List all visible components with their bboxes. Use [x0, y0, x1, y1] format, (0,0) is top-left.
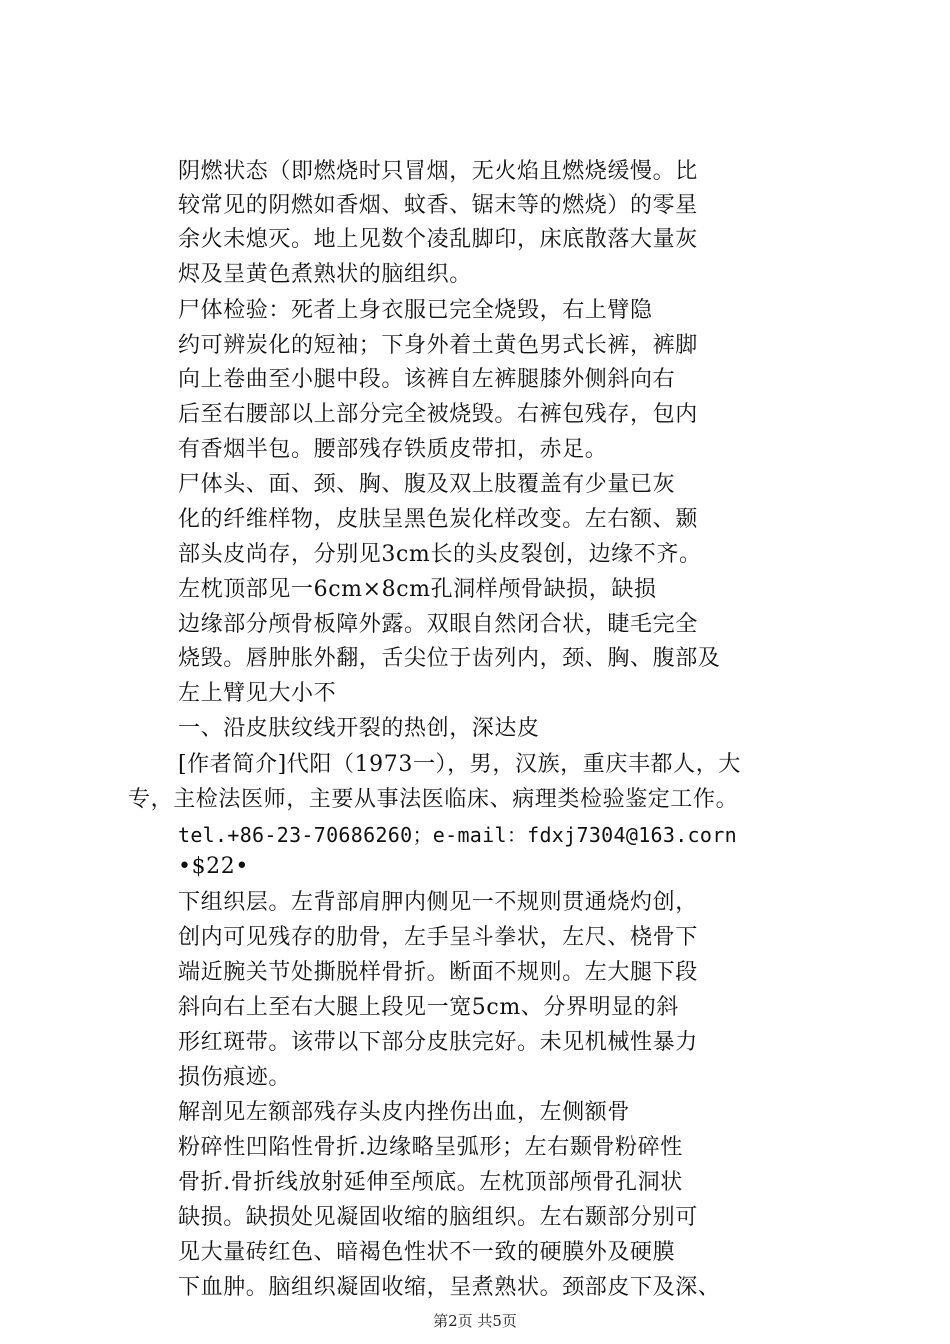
text-line: 部头皮尚存，分别见3cm长的头皮裂创，边缘不齐。: [178, 542, 702, 567]
text-line: 形红斑带。该带以下部分皮肤完好。未见机械性暴力: [178, 1030, 698, 1055]
text-line: 余火未熄灭。地上见数个凌乱脚印，床底散落大量灰: [178, 227, 698, 252]
author-contact-line: tel.+86-23-70686260；e-mail：fdxj7304@163.corn: [178, 823, 737, 847]
page-footer: 第2页 共5页: [433, 1312, 517, 1330]
text-line: 阴燃状态（即燃烧时只冒烟，无火焰且燃烧缓慢。比: [178, 159, 698, 184]
text-line: 端近腕关节处撕脱样骨折。断面不规则。左大腿下段: [178, 960, 698, 985]
text-line: 烧毁。唇肿胀外翻，舌尖位于齿列内，颈、胸、腹部及: [178, 646, 721, 671]
text-line: 解剖见左额部残存头皮内挫伤出血，左侧额骨: [178, 1100, 631, 1125]
text-line: 下血肿。脑组织凝固收缩，呈煮熟状。颈部皮下及深、: [178, 1275, 721, 1300]
text-line: 尸体检验：死者上身衣服已完全烧毁，右上臂隐: [178, 298, 653, 323]
text-line: 见大量砖红色、暗褐色性状不一致的硬膜外及硬膜: [178, 1240, 676, 1265]
text-line: 化的纤维样物，皮肤呈黑色炭化样改变。左右额、颞: [178, 507, 698, 532]
author-note-line: 专，主检法医师，主要从事法医临床、病理类检验鉴定工作。: [128, 787, 739, 812]
text-line: 向上卷曲至小腿中段。该裤自左裤腿膝外侧斜向右: [178, 367, 676, 392]
text-line: 边缘部分颅骨板障外露。双眼自然闭合状，睫毛完全: [178, 612, 698, 637]
text-line: 粉碎性凹陷性骨折.边缘略呈弧形；左右颞骨粉碎性: [178, 1135, 683, 1160]
text-line: 尸体头、面、颈、胸、腹及双上肢覆盖有少量已灰: [178, 472, 676, 497]
text-line: 左上臂见大小不: [178, 681, 337, 706]
text-line: 缺损。缺损处见凝固收缩的脑组织。左右颞部分别可: [178, 1205, 698, 1230]
text-line: 损伤痕迹。: [178, 1065, 292, 1090]
text-line: 下组织层。左背部肩胛内侧见一不规则贯通烧灼创，: [178, 890, 698, 915]
journal-page-marker: •$22•: [178, 854, 249, 879]
text-line: 左枕顶部见一6cm×8cm孔洞样颅骨缺损，缺损: [178, 577, 657, 602]
text-line: 骨折.骨折线放射延伸至颅底。左枕顶部颅骨孔洞状: [178, 1170, 683, 1195]
text-line: 创内可见残存的肋骨，左手呈斗拳状，左尺、桡骨下: [178, 925, 698, 950]
text-line: 烬及呈黄色煮熟状的脑组织。: [178, 262, 472, 287]
text-line: 后至右腰部以上部分完全被烧毁。右裤包残存，包内: [178, 402, 698, 427]
text-line: 一、沿皮肤纹线开裂的热创，深达皮: [178, 716, 540, 741]
text-line: 较常见的阴燃如香烟、蚊香、锯末等的燃烧）的零星: [178, 193, 698, 218]
text-line: 有香烟半包。腰部残存铁质皮带扣，赤足。: [178, 437, 608, 462]
author-note-line: [作者简介]代阳（1973一），男，汉族，重庆丰都人，大: [178, 752, 741, 777]
text-line: 约可辨炭化的短袖；下身外着土黄色男式长裤，裤脚: [178, 333, 698, 358]
text-line: 斜向右上至右大腿上段见一宽5cm、分界明显的斜: [178, 995, 679, 1020]
